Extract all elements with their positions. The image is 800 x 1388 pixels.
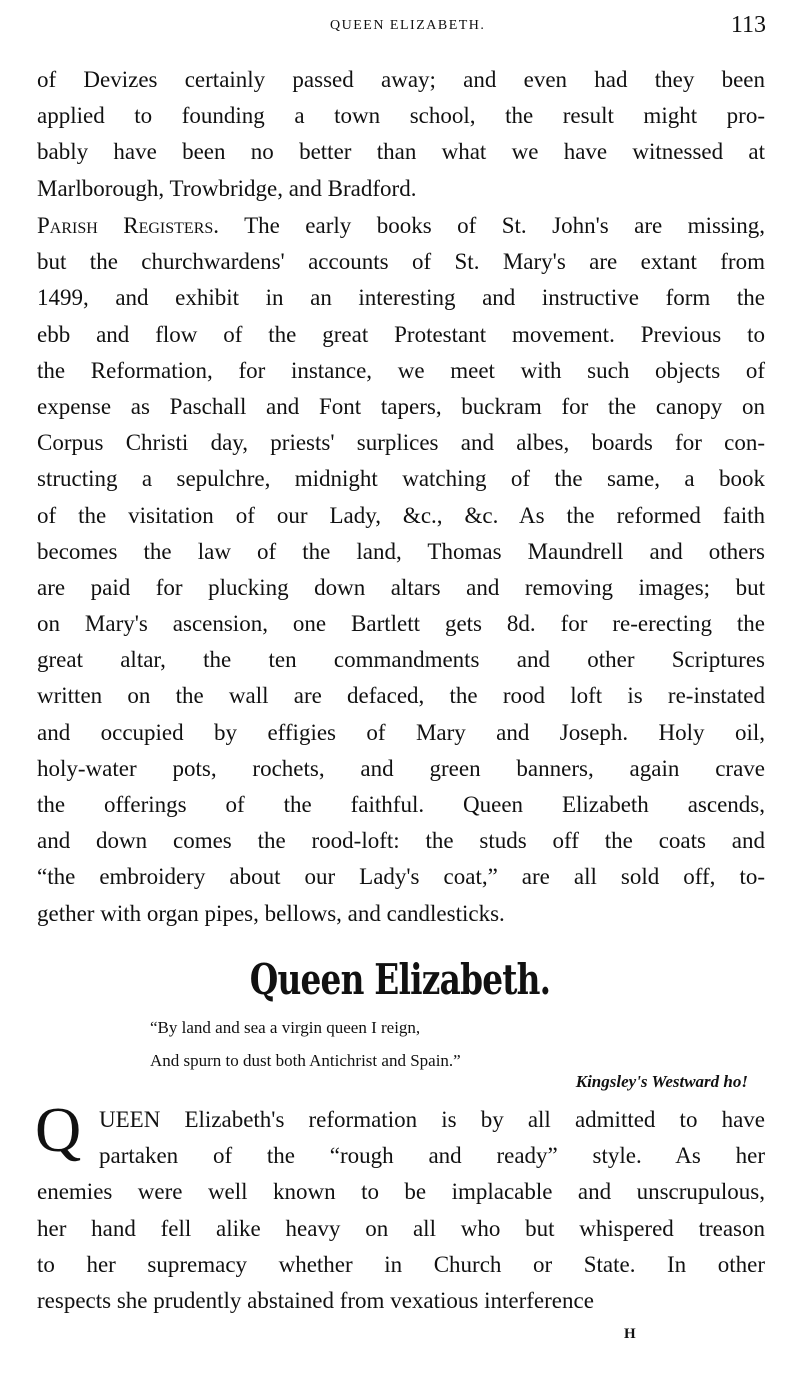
text-line: great altar, the ten commandments and other Scriptures bbox=[37, 647, 765, 673]
text-line: gether with organ pipes, bellows, and candlesticks. bbox=[37, 900, 505, 926]
text-line: and occupied by effigies of Mary and Joseph. Holy oil, bbox=[37, 719, 765, 745]
text-line: ebb and flow of the great Protestant movement. Previous to bbox=[37, 321, 765, 347]
text-line: bably have been no better than what we have witnessed at bbox=[37, 139, 765, 165]
text-line: Corpus Christi day, priests' surplices and albes, boards for con- bbox=[37, 430, 765, 456]
text-line: Marlborough, Trowbridge, and Bradford. bbox=[37, 175, 417, 201]
drop-cap: Q bbox=[35, 1094, 82, 1165]
text-line: structing a sepulchre, midnight watching of the same, a book bbox=[37, 466, 765, 492]
running-header bbox=[0, 12, 800, 42]
text-line: becomes the law of the land, Thomas Maundrell and others bbox=[37, 538, 765, 564]
text-line: holy-water pots, rochets, and green banners, again crave bbox=[37, 755, 765, 781]
text-line: of the visitation of our Lady, &c., &c. As the reformed faith bbox=[37, 502, 765, 528]
text-line: of Devizes certainly passed away; and even had they been bbox=[37, 67, 765, 92]
text-line: to her supremacy whether in Church or State. In other bbox=[37, 1251, 765, 1277]
text-line: partaken of the “rough and ready” style. As her bbox=[99, 1143, 765, 1169]
text-line: UEEN Elizabeth's reformation is by all admitted to have bbox=[99, 1107, 765, 1132]
text-line: expense as Paschall and Font tapers, buckram for the canopy on bbox=[37, 393, 765, 419]
epigraph-line-2: And spurn to dust both Antichrist and Spain.” bbox=[150, 1051, 461, 1070]
paragraph-queen-elizabeth bbox=[37, 1102, 765, 1319]
text-line: 1499, and exhibit in an interesting and instructive form the bbox=[37, 285, 765, 311]
section-heading: Queen Elizabeth. bbox=[249, 955, 551, 1004]
text-line: the Reformation, for instance, we meet with such objects of bbox=[37, 357, 765, 383]
text-line: the offerings of the faithful. Queen Elizabeth ascends, bbox=[37, 792, 765, 817]
paragraph-label: Parish Registers. bbox=[37, 213, 220, 238]
page-number: 113 bbox=[730, 12, 766, 38]
text-line: are paid for plucking down altars and removing images; but bbox=[37, 574, 765, 600]
epigraph-line-1: “By land and sea a virgin queen I reign, bbox=[150, 1018, 421, 1037]
paragraph-parish-registers bbox=[37, 208, 765, 932]
text-run: The early books of St. John's are missing, bbox=[219, 213, 766, 238]
text-line: applied to founding a town school, the result might pro- bbox=[37, 103, 765, 129]
text-line: on Mary's ascension, one Bartlett gets 8d. for re-erecting the bbox=[37, 611, 765, 637]
text-line: but the churchwardens' accounts of St. Mary's are extant from bbox=[37, 249, 765, 275]
text-line: enemies were well known to be implacable and unscrupulous, bbox=[37, 1179, 765, 1205]
signature-mark: H bbox=[624, 1326, 636, 1342]
text-line bbox=[37, 208, 765, 244]
text-line: her hand fell alike heavy on all who but whispered treason bbox=[37, 1215, 765, 1241]
running-title: QUEEN ELIZABETH. bbox=[330, 18, 486, 33]
epigraph-attribution: Kingsley's Westward ho! bbox=[575, 1072, 748, 1091]
text-line: “the embroidery about our Lady's coat,” are all sold off, to- bbox=[37, 864, 765, 890]
text-line: written on the wall are defaced, the rood loft is re-instated bbox=[37, 683, 765, 709]
text-line: and down comes the rood-loft: the studs off the coats and bbox=[37, 828, 765, 854]
paragraph-devizes bbox=[37, 62, 765, 207]
text-line: respects she prudently abstained from vexatious interference bbox=[37, 1287, 594, 1313]
